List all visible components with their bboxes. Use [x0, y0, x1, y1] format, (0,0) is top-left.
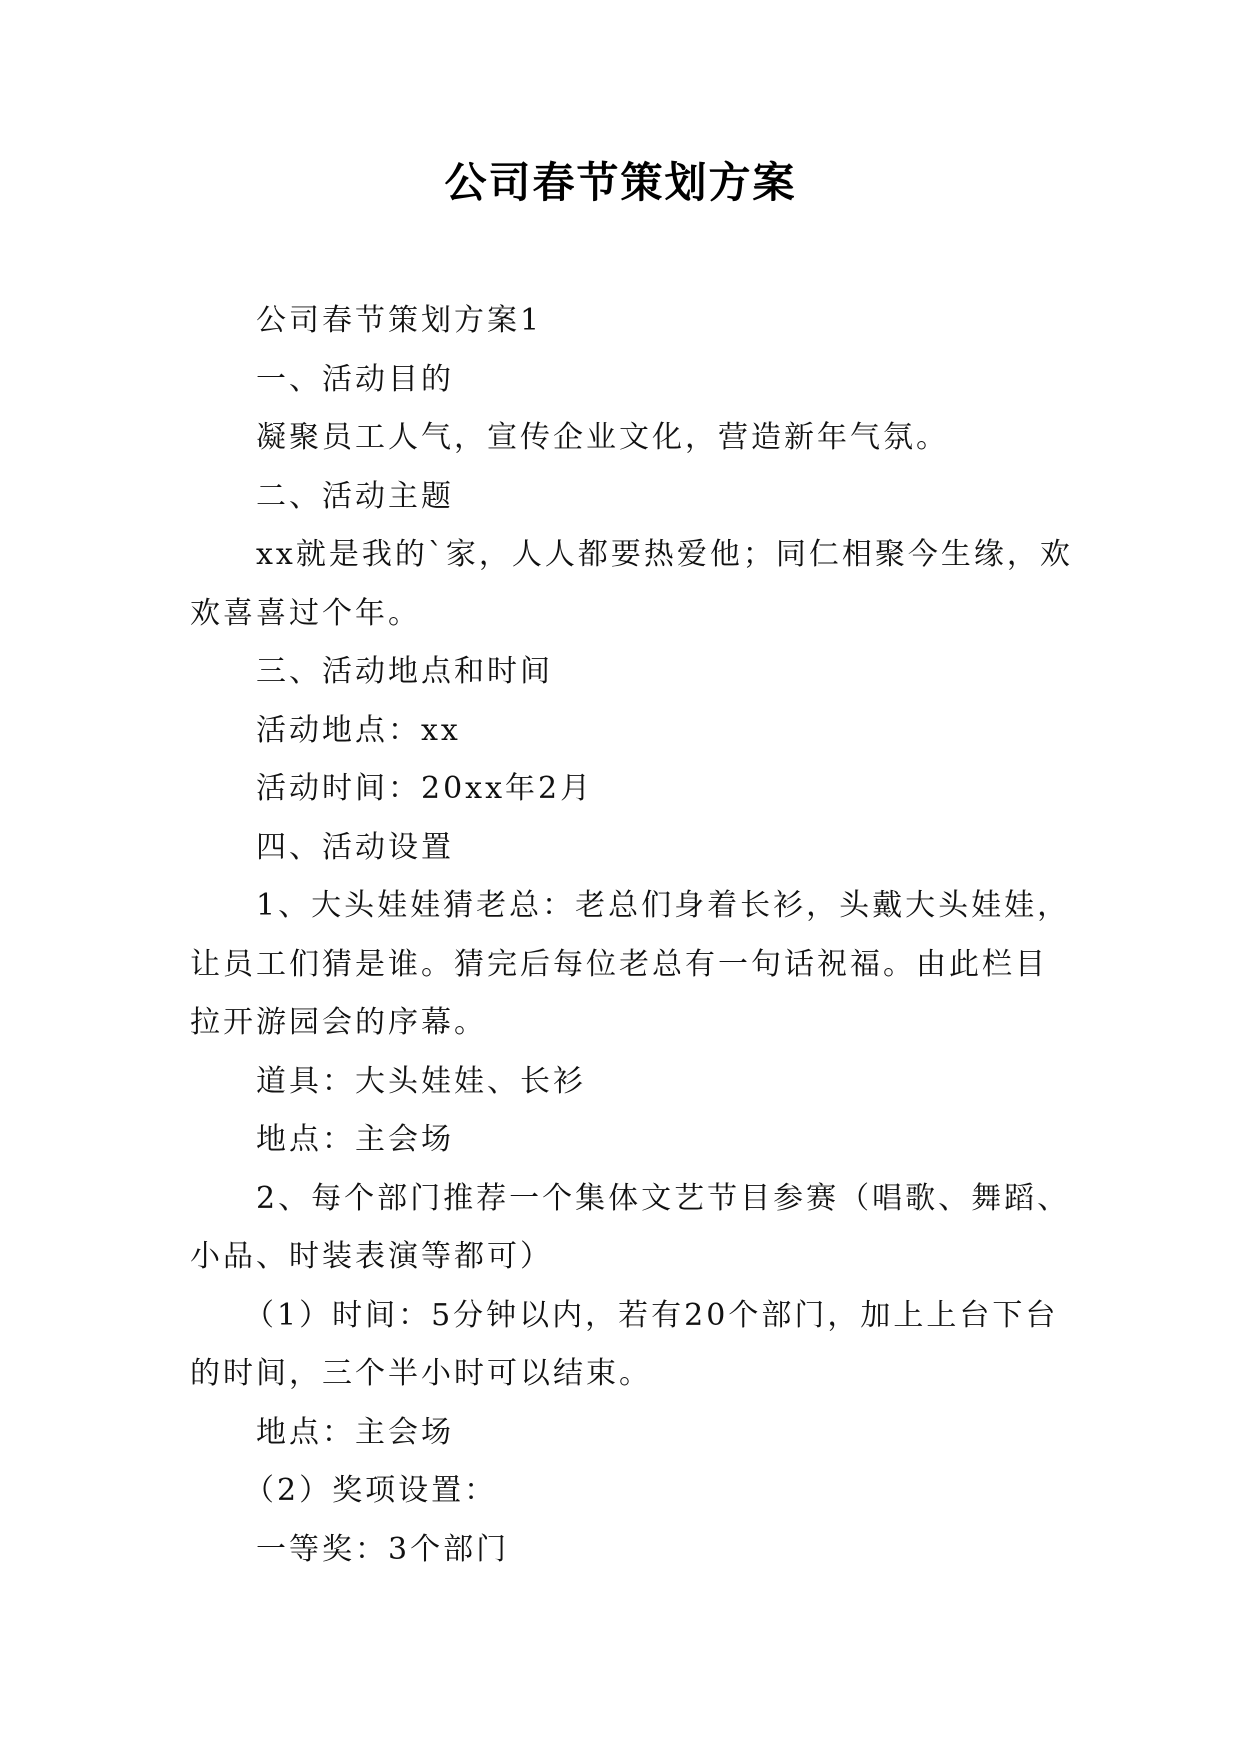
paragraph: 2、每个部门推荐一个集体文艺节目参赛（唱歌、舞蹈、小品、时装表演等都可） — [190, 1180, 1071, 1274]
section-heading: 三、活动地点和时间 — [256, 654, 553, 689]
paragraph: （2）奖项设置： — [244, 1473, 498, 1508]
section-heading: 二、活动主题 — [256, 478, 454, 514]
paragraph: 一等奖：3个部门 — [256, 1531, 510, 1567]
paragraph: 活动地点：xx — [256, 712, 461, 748]
paragraph: 公司春节策划方案1 — [256, 303, 543, 338]
paragraph: 地点：主会场 — [256, 1122, 454, 1157]
paragraph: 道具：大头娃娃、长衫 — [256, 1063, 586, 1099]
document-title: 公司春节策划方案 — [444, 158, 797, 207]
section-heading: 一、活动目的 — [256, 361, 454, 397]
section-heading: 四、活动设置 — [256, 829, 454, 865]
paragraph: （1）时间：5分钟以内，若有20个部门，加上上台下台的时间，三个半小时可以结束。 — [190, 1297, 1059, 1391]
paragraph: 活动时间：20xx年2月 — [256, 771, 594, 806]
paragraph: 地点：主会场 — [256, 1414, 454, 1450]
paragraph: 凝聚员工人气，宣传企业文化，营造新年气氛。 — [256, 420, 949, 455]
document-body — [190, 292, 1080, 1579]
paragraph: 1、大头娃娃猜老总：老总们身着长衫，头戴大头娃娃，让员工们猜是谁。猜完后每位老总有一句话祝福。由此栏目拉开游园会的序幕。 — [190, 888, 1071, 1040]
paragraph: xx就是我的`家，人人都要热爱他；同仁相聚今生缘，欢欢喜喜过个年。 — [190, 537, 1073, 631]
